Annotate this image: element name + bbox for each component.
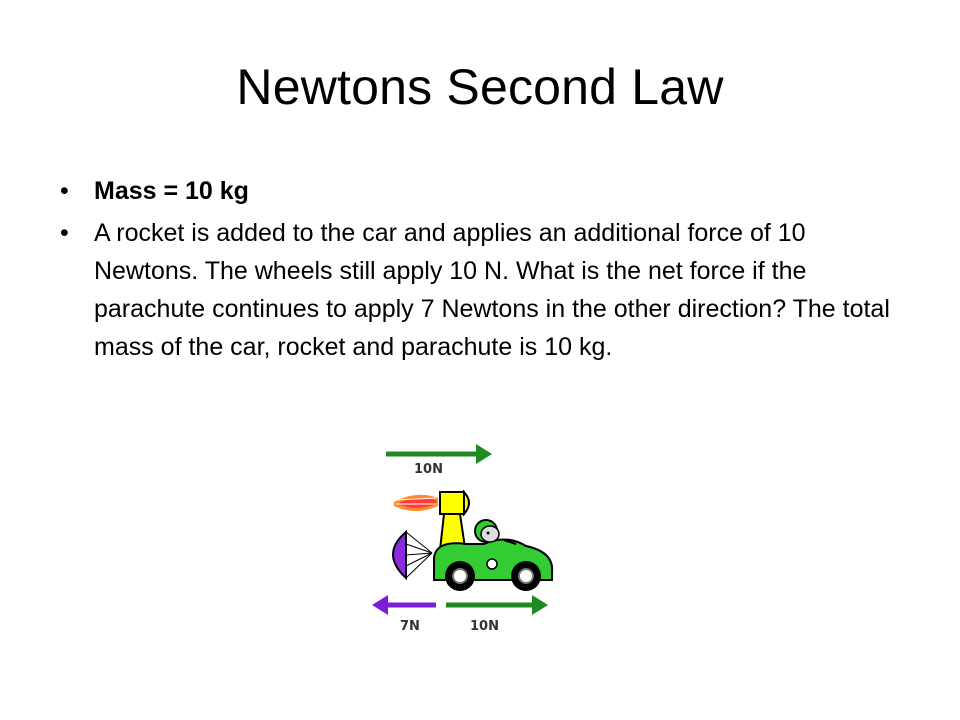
parachute-force-label: 7N	[400, 619, 420, 634]
parachute-force-arrow	[372, 595, 436, 615]
bullet-marker: •	[60, 219, 69, 247]
wheel-force-label: 10N	[470, 619, 499, 634]
bullet-item-mass	[60, 172, 910, 210]
force-diagram	[366, 440, 566, 640]
flame-icon	[394, 495, 438, 511]
bullet-marker: •	[60, 177, 69, 205]
bullet-text-question: A rocket is added to the car and applies an additional force of 10 Newtons. The wheels still apply 10 N. What is the net force if the parachute continues to apply 7 Newtons in the other direction? The total mass of the car, rocket and parachute is 10 kg.	[94, 219, 890, 361]
bullet-item-question	[60, 214, 910, 366]
top-force-arrow	[386, 444, 492, 464]
bullet-list	[60, 172, 910, 370]
top-force-label: 10N	[414, 462, 443, 477]
slide-title: Newtons Second Law	[236, 59, 724, 115]
parachute-icon	[393, 532, 432, 578]
wheel-force-arrow	[446, 595, 548, 615]
bullet-text-mass: Mass = 10 kg	[94, 177, 249, 205]
